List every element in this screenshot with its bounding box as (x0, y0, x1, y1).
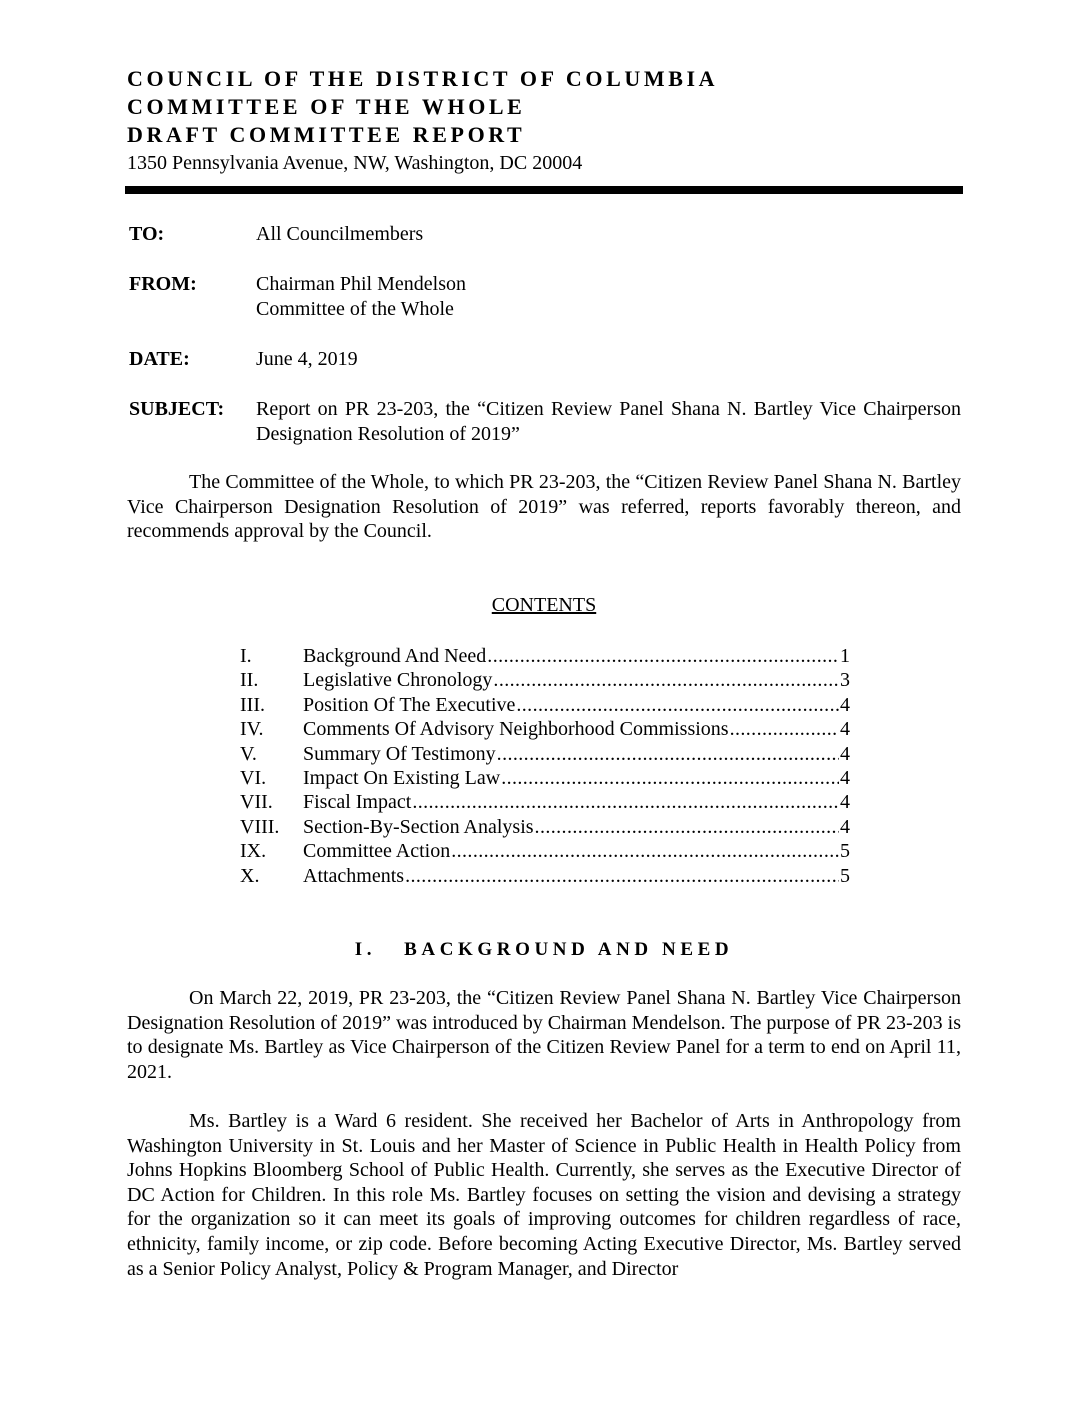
toc-entry-title: Attachments (303, 864, 405, 887)
toc-dot-leader (405, 865, 839, 888)
toc-entry-title: Impact On Existing Law (303, 766, 501, 789)
toc-entry (240, 645, 850, 669)
toc-entry (240, 816, 850, 840)
toc-entry (240, 840, 850, 864)
toc-dot-leader (451, 840, 839, 863)
toc-entry-number: IX. (240, 840, 267, 863)
toc-dot-leader (516, 694, 839, 717)
toc-entry-number: VI. (240, 766, 267, 789)
toc-dot-leader (412, 791, 839, 814)
toc-entry-title: Committee Action (303, 840, 451, 863)
toc-entry-page: 4 (840, 766, 850, 789)
toc-dot-leader (487, 645, 839, 668)
toc-entry-title: Legislative Chronology (303, 669, 493, 692)
toc-entry-title: Section-By-Section Analysis (303, 815, 534, 838)
toc-entry-page: 5 (840, 864, 850, 887)
toc-entry-page: 4 (840, 791, 850, 814)
toc-entry (240, 718, 850, 742)
council-address: 1350 Pennsylvania Avenue, NW, Washington, DC 20004 (127, 152, 583, 174)
toc-entry (240, 694, 850, 718)
background-paragraph-1 (127, 986, 961, 1084)
toc-entry-number: V. (240, 742, 257, 765)
section-title: BACKGROUND AND NEED (404, 939, 734, 960)
background-text-2: Ms. Bartley is a Ward 6 resident. She received her Bachelor of Arts in Anthropology from Washington University in St. Louis and her Master of Science in Public Health in Health Policy from Johns Hopkins Bloomberg School of Public Health. Currently, she serves as the Executive Director of DC Action for Children. In this role Ms. Bartley focuses on setting the vision and devising a strategy for the organization so it can meet its goals of improving outcomes for children regardless of race, ethnicity, family income, or zip code. Before becoming Acting Executive Director, Ms. Bartley served as a Senior Policy Analyst, Policy & Program Manager, and Director (127, 1110, 961, 1280)
intro-paragraph (127, 470, 961, 544)
from-label: FROM: (129, 273, 197, 295)
toc-entry (240, 669, 850, 693)
toc-entry-number: IV. (240, 718, 264, 741)
toc-entry-number: VIII. (240, 815, 280, 838)
toc-entry-page: 4 (840, 742, 850, 765)
toc-entry-number: VII. (240, 791, 273, 814)
toc-entry-page: 1 (840, 645, 850, 667)
subject-value: Report on PR 23-203, the “Citizen Review Panel Shana N. Bartley Vice Chairperson Designation Resolution of 2019” (256, 398, 961, 445)
toc-dot-leader (493, 669, 839, 692)
toc-entry-page: 3 (840, 669, 850, 692)
toc-entry-page: 4 (840, 718, 850, 741)
toc-dot-leader (501, 767, 839, 790)
toc-entry (240, 743, 850, 767)
report-type-heading: DRAFT COMMITTEE REPORT (127, 122, 526, 147)
section-heading (0, 937, 1088, 963)
toc-entry-page: 5 (840, 840, 850, 863)
toc-entry-title: Summary Of Testimony (303, 742, 496, 765)
toc-entry-number: III. (240, 693, 265, 716)
council-name-heading: COUNCIL OF THE DISTRICT OF COLUMBIA (127, 66, 719, 91)
toc-entry-page: 4 (840, 815, 850, 838)
date-label: DATE: (129, 348, 190, 370)
toc-entry-title: Position Of The Executive (303, 693, 516, 716)
toc-entry-page: 4 (840, 693, 850, 716)
date-value: June 4, 2019 (256, 348, 358, 370)
toc-dot-leader (730, 718, 839, 741)
toc-entry (240, 791, 850, 815)
background-text-1: On March 22, 2019, PR 23-203, the “Citizen Review Panel Shana N. Bartley Vice Chairperson Designation Resolution of 2019” was introduced by Chairman Mendelson. The purpose of PR 23-203 is to designate Ms. Bartley as Vice Chairperson of the Citizen Review Panel for a term to end on April 11, 2021. (127, 987, 961, 1083)
contents-title: CONTENTS (491, 594, 597, 616)
toc-entry (240, 865, 850, 889)
toc-entry-number: X. (240, 864, 260, 887)
header-divider (125, 186, 963, 194)
from-committee: Committee of the Whole (256, 298, 454, 320)
to-label: TO: (129, 223, 165, 245)
committee-name-heading: COMMITTEE OF THE WHOLE (127, 94, 526, 119)
toc-dot-leader (497, 743, 839, 766)
toc-entry (240, 767, 850, 791)
from-name: Chairman Phil Mendelson (256, 273, 466, 295)
table-of-contents (240, 645, 850, 889)
toc-entry-number: I. (240, 645, 252, 667)
subject-label: SUBJECT: (129, 398, 225, 420)
intro-text: The Committee of the Whole, to which PR 23-203, the “Citizen Review Panel Shana N. Bartley Vice Chairperson Designation Resolution of 2019” was referred, reports favorably thereon, and recommends approval by the Council. (127, 471, 961, 543)
background-paragraph-2 (127, 1109, 961, 1281)
toc-entry-title: Comments Of Advisory Neighborhood Commissions (303, 718, 729, 741)
to-value: All Councilmembers (256, 223, 424, 245)
toc-entry-title: Background And Need (303, 645, 487, 667)
toc-entry-title: Fiscal Impact (303, 791, 412, 814)
section-number: I. (354, 939, 377, 960)
toc-entry-number: II. (240, 669, 259, 692)
toc-dot-leader (535, 816, 839, 839)
